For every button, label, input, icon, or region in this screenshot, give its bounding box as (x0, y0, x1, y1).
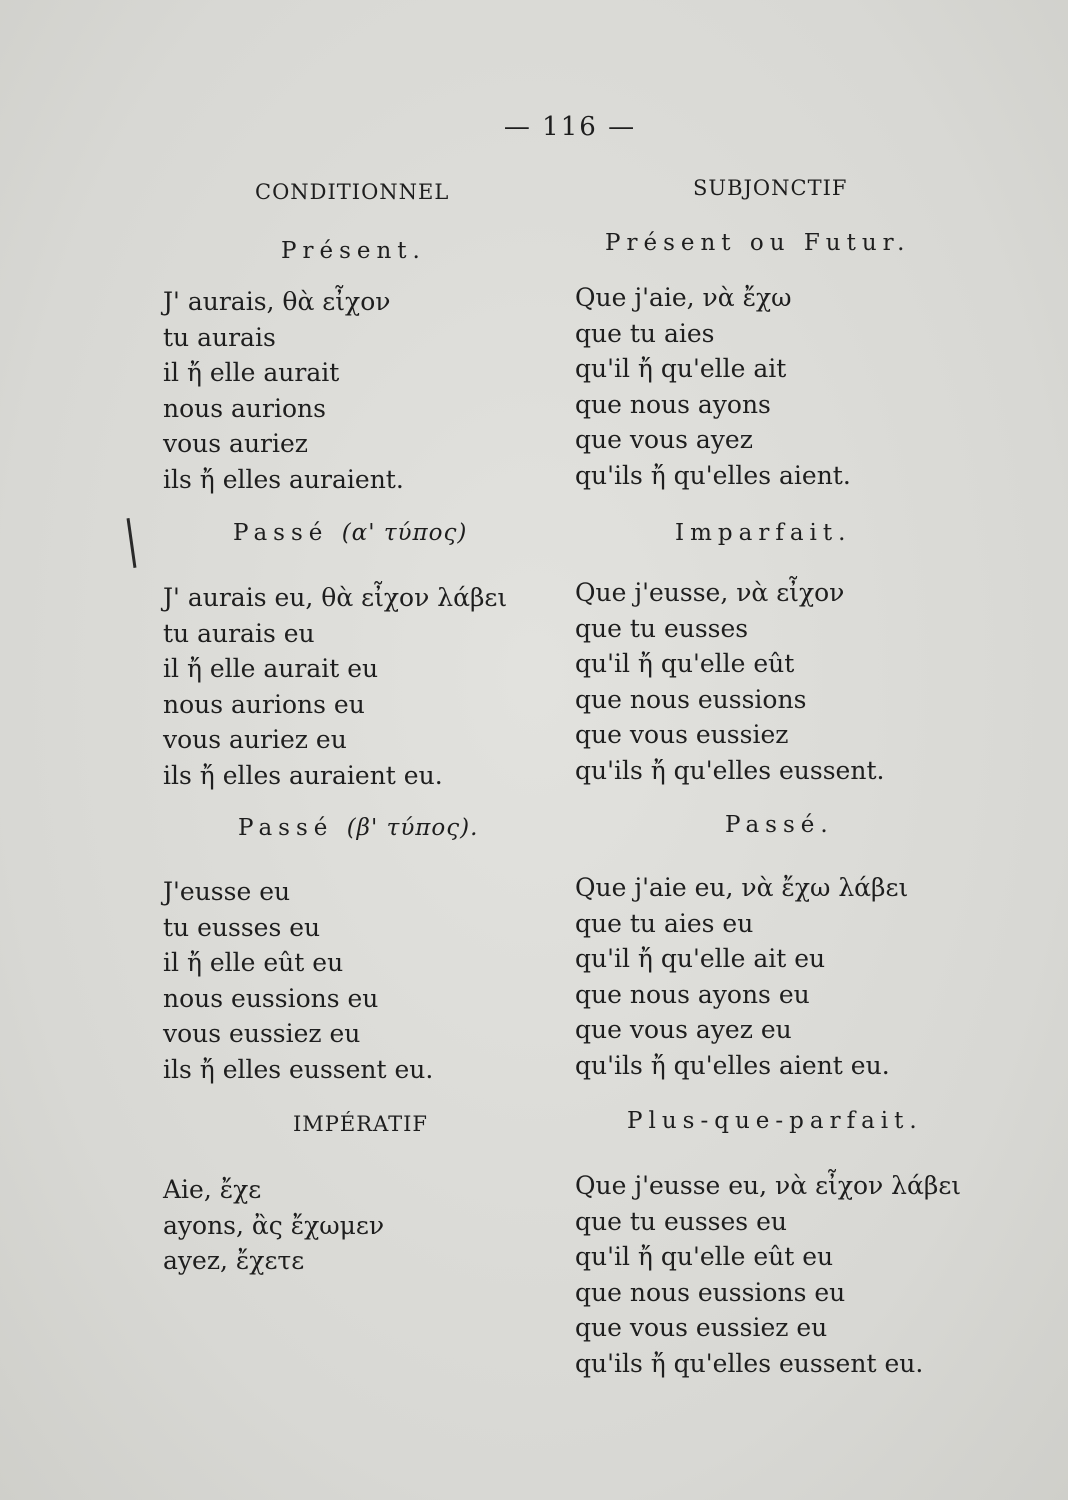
conjugation-line: qu'ils ἤ qu'elles aient. (575, 460, 851, 490)
conjugation-line: vous auriez (163, 429, 308, 458)
conjugation-line: Que j'aie eu, νὰ ἔχω λάβει (575, 873, 909, 902)
conjugation-line: qu'il ἤ qu'elle eût (575, 649, 795, 678)
section-title-text: Présent. (281, 238, 426, 264)
conjugation-line: vous auriez eu (163, 725, 347, 754)
conjugation-line: Aie, ἔχε (163, 1175, 262, 1204)
conjugation-line: que vous eussiez (575, 720, 789, 749)
conjugation-line: tu aurais eu (163, 618, 315, 648)
conjugation-list (163, 284, 404, 497)
conjugation-line: que tu aies (575, 318, 715, 348)
column-heading-conditionnel: CONDITIONNEL (255, 180, 450, 204)
conjugation-line: qu'il ἤ qu'elle ait eu (575, 944, 826, 973)
conjugation-line: qu'ils ἤ qu'elles eussent. (575, 755, 885, 785)
conjugation-line: que nous eussions eu (575, 1277, 846, 1307)
conjugation-line: que nous ayons (575, 389, 771, 419)
conjugation-line: Que j'eusse, νὰ εἶχον (575, 578, 845, 607)
conjugation-line: qu'ils ἤ qu'elles aient eu. (575, 1050, 890, 1080)
conjugation-line: J' aurais, θὰ εἶχον (163, 287, 391, 316)
section-title: Présent ou Futur. (605, 230, 911, 256)
conjugation-line: J' aurais eu, θὰ εἶχον λάβει (163, 583, 508, 612)
section-title-text: Passé (233, 520, 329, 546)
conjugation-line: vous eussiez eu (163, 1019, 361, 1048)
section-title: Passé. (725, 812, 834, 838)
conjugation-line: il ἤ elle eût eu (163, 948, 344, 977)
conjugation-line: il ἤ elle aurait (163, 358, 340, 387)
section-title: Plus-que-parfait. (627, 1108, 923, 1134)
conjugation-line: nous eussions eu (163, 983, 379, 1013)
conjugation-line: que vous eussiez eu (575, 1313, 828, 1342)
conjugation-line: qu'ils ἤ qu'elles eussent eu. (575, 1348, 924, 1378)
conjugation-line: que vous ayez eu (575, 1015, 792, 1044)
conjugation-list (163, 580, 507, 793)
conjugation-line: ils ἤ elles auraient. (163, 464, 404, 494)
conjugation-line: tu eusses eu (163, 912, 321, 942)
conjugation-line: qu'il ἤ qu'elle eût eu (575, 1242, 834, 1271)
conjugation-line: ayons, ἂς ἔχωμεν (163, 1210, 385, 1240)
conjugation-line: ils ἤ elles eussent eu. (163, 1054, 434, 1084)
section-title (293, 1112, 428, 1136)
conjugation-line: nous aurions (163, 393, 326, 423)
conjugation-line: nous aurions eu (163, 689, 365, 719)
conjugation-line: qu'il ἤ qu'elle ait (575, 354, 787, 383)
conjugation-line: J'eusse eu (163, 877, 291, 906)
page-number: — 116 — (503, 112, 637, 142)
conjugation-list (575, 870, 908, 1083)
conjugation-line: que tu eusses eu (575, 1206, 787, 1236)
section-title (238, 815, 478, 841)
conjugation-line: tu aurais (163, 322, 276, 352)
conjugation-line: il ἤ elle aurait eu (163, 654, 379, 683)
conjugation-line: Que j'eusse eu, νὰ εἶχον λάβει (575, 1171, 962, 1200)
column-heading-subjonctif: SUBJONCTIF (693, 176, 848, 200)
section-title-greek: (α' τύπος) (341, 520, 468, 546)
conjugation-line: ayez, ἔχετε (163, 1246, 305, 1275)
margin-mark (127, 518, 137, 568)
conjugation-line: que nous eussions (575, 684, 807, 714)
conjugation-line: que nous ayons eu (575, 979, 810, 1009)
conjugation-list (575, 1168, 961, 1381)
conjugation-list (575, 280, 851, 493)
section-title: Imparfait. (675, 520, 852, 546)
section-title (233, 520, 467, 546)
section-title-greek: (β' τύπος). (346, 815, 479, 841)
section-title (281, 238, 426, 264)
conjugation-line: que vous ayez (575, 425, 753, 454)
conjugation-line: ils ἤ elles auraient eu. (163, 760, 443, 790)
section-title-text: IMPÉRATIF (293, 1112, 428, 1136)
section-title-text: Passé (238, 815, 334, 841)
conjugation-line: que tu eusses (575, 613, 749, 643)
conjugation-list (163, 874, 433, 1087)
conjugation-list (163, 1172, 384, 1279)
conjugation-list (575, 575, 884, 788)
conjugation-line: Que j'aie, νὰ ἔχω (575, 283, 792, 312)
conjugation-line: que tu aies eu (575, 908, 754, 938)
